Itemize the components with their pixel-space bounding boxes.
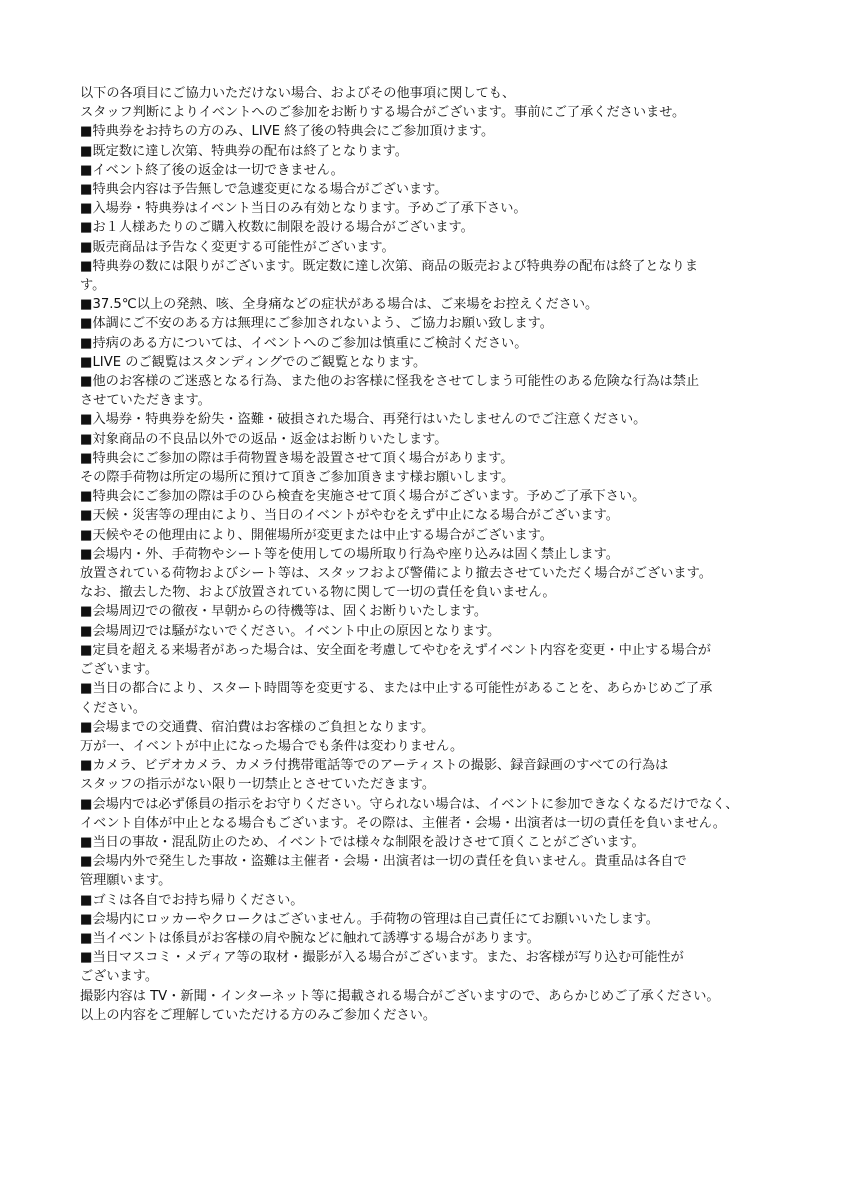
notice-line: ■天候・災害等の理由により、当日のイベントがやむをえず中止になる場合がございます。 — [80, 508, 619, 524]
notice-line: ■特典会にご参加の際は手荷物置き場を設置させて頂く場合があります。 — [80, 450, 514, 466]
notice-line: ■対象商品の不良品以外での返品・返金はお断りいたします。 — [80, 431, 448, 447]
notice-line: 以下の各項目にご協力いただけない場合、およびその他事項に関しても、 — [80, 86, 516, 101]
notice-line: ■会場内・外、手荷物やシート等を使用しての場所取り行為や座り込みは固く禁止します。 — [80, 546, 619, 562]
notice-line: ■定員を超える来場者があった場合は、安全面を考慮してやむをえずイベント内容を変更・中止する場合が — [80, 642, 711, 658]
notice-line: ■既定数に達し次第、特典券の配布は終了となります。 — [80, 143, 408, 159]
notice-line: ■他のお客様のご迷惑となる行為、また他のお客様に怪我をさせてしまう可能性のある危険な行為は禁止 — [80, 374, 700, 390]
notice-line: ■特典券の数には限りがございます。既定数に達し次第、商品の販売および特典券の配布は終了となりま — [80, 258, 699, 274]
notice-line: その際手荷物は所定の場所に預けて頂きご参加頂きます様お願いします。 — [80, 470, 515, 486]
notice-line: ■入場券・特典券を紛失・盗難・破損された場合、再発行はいたしませんのでご注意ください。 — [80, 412, 647, 428]
notice-line: ■カメラ、ビデオカメラ、カメラ付携帯電話等でのアーティストの撮影、録音録画のすべての行為は — [80, 758, 669, 774]
notice-line: ■入場券・特典券はイベント当日のみ有効となります。予めご了承下さい。 — [80, 201, 527, 217]
notice-line: ■特典会にご参加の際は手のひら検査を実施させて頂く場合がございます。予めご了承下さい。 — [80, 489, 646, 505]
notice-line: ■会場内では必ず係員の指示をお守りください。守られない場合は、イベントに参加できなくなるだけでなく、 — [80, 796, 739, 812]
notice-line: ■会場周辺では騒がないでください。イベント中止の原因となります。 — [80, 623, 501, 639]
notice-line: スタッフ判断によりイベントへのご参加をお断りする場合がございます。事前にご了承くださいませ。 — [80, 105, 686, 121]
notice-line: ■37.5℃以上の発熱、咳、全身痛などの症状がある場合は、ご来場をお控えください。 — [80, 297, 599, 313]
notice-line: 管理願います。 — [80, 873, 172, 889]
notice-line: 以上の内容をご理解していただける方のみご参加ください。 — [80, 1007, 437, 1023]
notice-line: ■当日の都合により、スタート時間等を変更する、または中止する可能性があることを、あらかじめご了承 — [80, 681, 713, 697]
notice-document — [80, 84, 780, 1025]
notice-line: ございます。 — [80, 969, 159, 985]
notice-line: ください。 — [80, 700, 146, 716]
notice-line: イベント自体が中止となる場合もございます。その際は、主催者・会場・出演者は一切の責任を負いません。 — [80, 815, 726, 831]
notice-line: ■会場内外で発生した事故・盗難は主催者・会場・出演者は一切の責任を負いません。貴重品は各自で — [80, 854, 687, 870]
notice-line: なお、撤去した物、および放置されている物に関して一切の責任を負いません。 — [80, 585, 556, 601]
notice-line: 放置されている荷物およびシート等は、スタッフおよび警備により撤去させていただく場合がございます。 — [80, 566, 712, 582]
notice-line: ■ゴミは各自でお持ち帰りください。 — [80, 892, 304, 908]
notice-line: ■当日マスコミ・メディア等の取材・撮影が入る場合がございます。また、お客様が写り込む可能性が — [80, 950, 684, 966]
notice-line: ■会場までの交通費、宿泊費はお客様のご負担となります。 — [80, 719, 435, 735]
notice-line: ■お１人様あたりのご購入枚数に制限を設ける場合がございます。 — [80, 220, 474, 236]
notice-line: ■特典会内容は予告無しで急遽変更になる場合がございます。 — [80, 182, 448, 198]
notice-line: 万が一、イベントが中止になった場合でも条件は変わりません。 — [80, 738, 464, 754]
notice-line: ■当日の事故・混乱防止のため、イベントでは様々な制限を設けさせて頂くことがございます。 — [80, 834, 645, 850]
notice-line: ■会場周辺での徹夜・早朝からの待機等は、固くお断りいたします。 — [80, 604, 488, 620]
notice-line: ■LIVE のご観覧はスタンディングでのご観覧となります。 — [80, 354, 427, 370]
notice-line: ございます。 — [80, 662, 159, 678]
notice-line: ■会場内にロッカーやクロークはございません。手荷物の管理は自己責任にてお願いいたします。 — [80, 911, 659, 927]
notice-line: ■持病のある方については、イベントへのご参加は慎重にご検討ください。 — [80, 335, 528, 351]
notice-line: ■特典券をお持ちの方のみ、LIVE 終了後の特典会にご参加頂けます。 — [80, 124, 495, 140]
notice-line: ■イベント終了後の返金は一切できません。 — [80, 162, 344, 178]
notice-line: 撮影内容は TV・新聞・インターネット等に掲載される場合がございますので、あらかじめご了承ください。 — [80, 988, 720, 1004]
notice-line: ■販売商品は予告なく変更する可能性がございます。 — [80, 239, 395, 255]
notice-line: スタッフの指示がない限り一切禁止とさせていただきます。 — [80, 777, 436, 793]
notice-line: す。 — [80, 278, 106, 294]
notice-line: ■天候やその他理由により、開催場所が変更または中止する場合がございます。 — [80, 527, 553, 543]
notice-line: ■当イベントは係員がお客様の肩や腕などに触れて誘導する場合があります。 — [80, 930, 540, 946]
notice-line: ■体調にご不安のある方は無理にご参加されないよう、ご協力お願い致します。 — [80, 316, 553, 332]
notice-line: させていただきます。 — [80, 393, 211, 409]
